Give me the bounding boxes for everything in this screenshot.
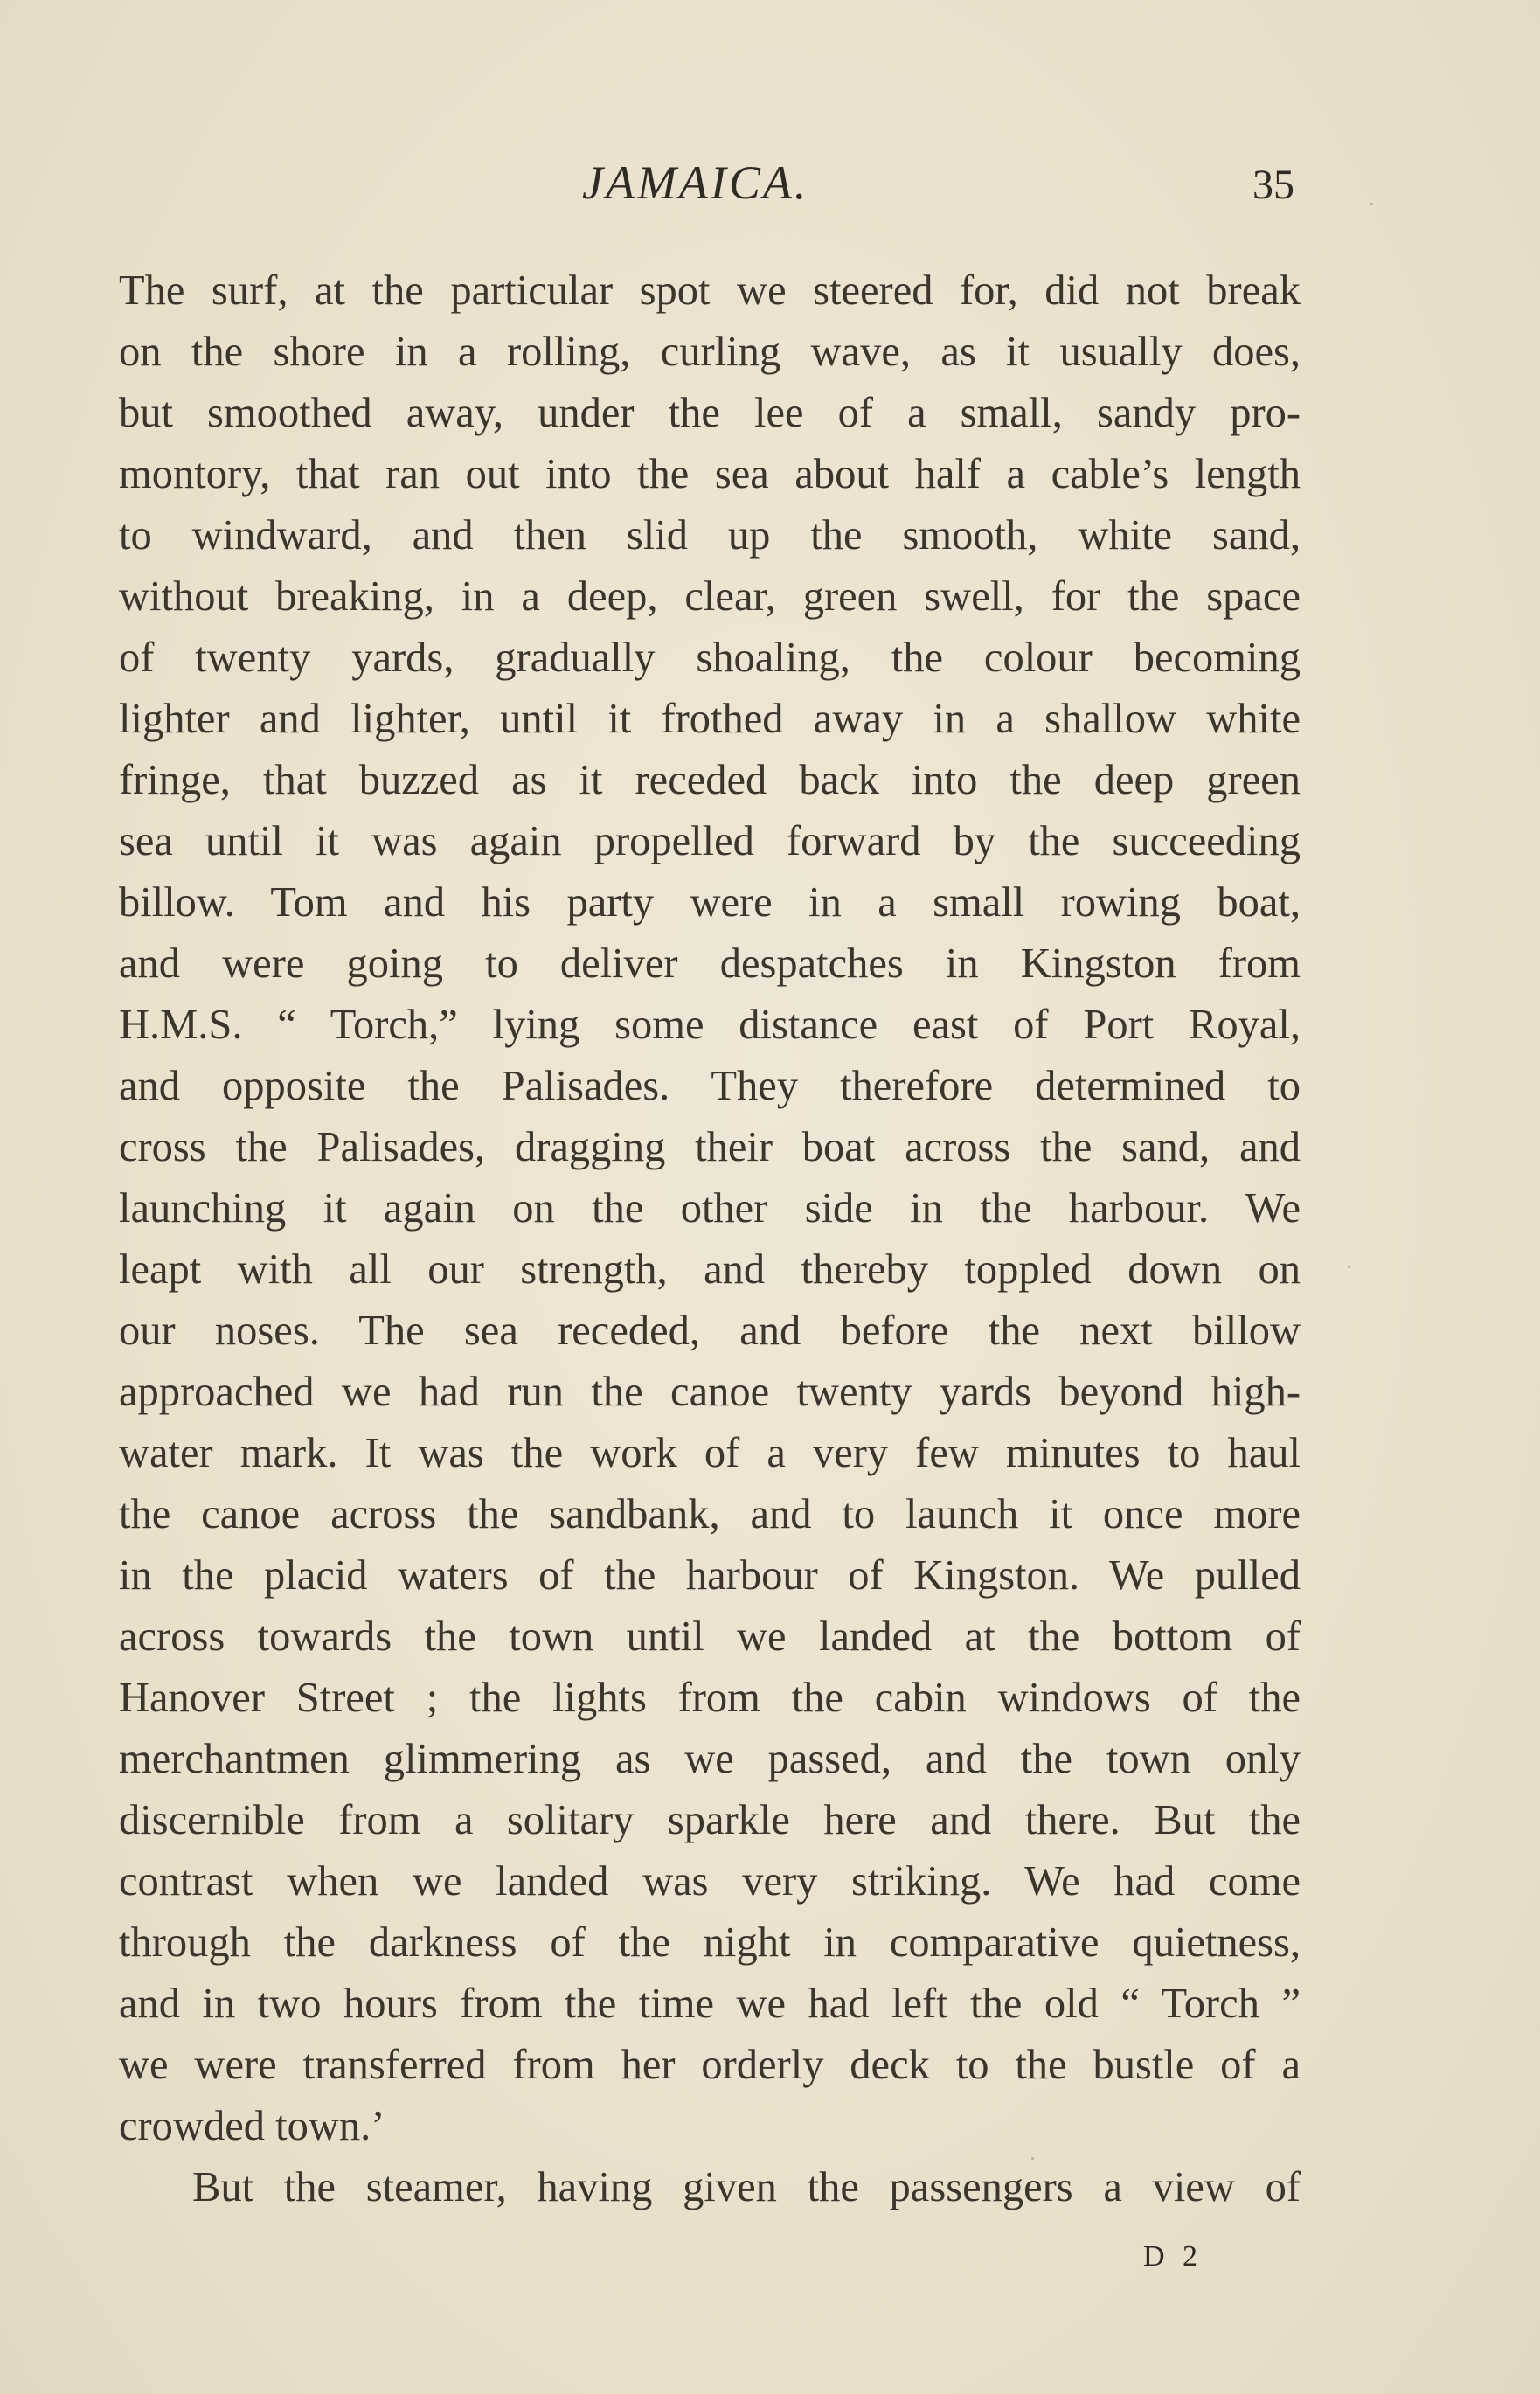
paper-speck [1370,203,1373,205]
text-line: across towards the town until we landed at the bottom of [119,1613,1301,1660]
text-line: on the shore in a rolling, curling wave, as it usually does, [119,329,1301,375]
signature-mark: D 2 [1143,2240,1204,2273]
text-line: merchantmen glimmering as we passed, and the town only [119,1736,1301,1782]
text-line: H.M.S. “ Torch,” lying some distance east of Port Royal, [119,1002,1301,1048]
text-line: lighter and lighter, until it frothed away in a shallow white [119,696,1301,742]
text-line: The surf, at the particular spot we steered for, did not break [119,267,1301,314]
text-line: approached we had run the canoe twenty yards beyond high- [119,1369,1301,1415]
paragraph-start-line: But the steamer, having given the passengers a view of [192,2164,1301,2210]
running-head-title: JAMAICA. [582,156,809,209]
paragraph-end-line: crowded town.’ [119,2103,385,2149]
text-line: and were going to deliver despatches in Kingston from [119,940,1301,987]
text-line: fringe, that buzzed as it receded back into the deep green [119,757,1301,803]
text-line: leapt with all our strength, and thereby toppled down on [119,1246,1301,1293]
text-line: cross the Palisades, dragging their boat across the sand, and [119,1124,1301,1170]
text-line: through the darkness of the night in comparative quietness, [119,1919,1301,1966]
text-line: without breaking, in a deep, clear, green swell, for the space [119,573,1301,620]
text-line: launching it again on the other side in the harbour. We [119,1185,1301,1232]
text-line: and opposite the Palisades. They therefore determined to [119,1063,1301,1109]
text-line: we were transferred from her orderly deck to the bustle of a [119,2042,1301,2088]
text-line: contrast when we landed was very striking. We had come [119,1858,1301,1905]
text-line: Hanover Street ; the lights from the cabin windows of the [119,1675,1301,1721]
text-line: sea until it was again propelled forward by the succeeding [119,818,1301,864]
text-line: discernible from a solitary sparkle here and there. But the [119,1797,1301,1843]
page-number: 35 [1252,162,1294,208]
paper-speck [1031,2157,1034,2160]
text-line: in the placid waters of the harbour of Kingston. We pulled [119,1552,1301,1599]
running-head [0,156,1540,226]
text-line: the canoe across the sandbank, and to launch it once more [119,1491,1301,1537]
text-line: water mark. It was the work of a very few minutes to haul [119,1430,1301,1476]
text-line: of twenty yards, gradually shoaling, the colour becoming [119,635,1301,681]
text-line: our noses. The sea receded, and before the next billow [119,1308,1301,1354]
text-line: and in two hours from the time we had left the old “ Torch ” [119,1981,1301,2027]
paper-speck [1348,1266,1350,1268]
text-line: montory, that ran out into the sea about half a cable’s length [119,451,1301,497]
body-text [119,260,1301,2218]
text-line: but smoothed away, under the lee of a small, sandy pro- [119,390,1301,436]
text-line: to windward, and then slid up the smooth, white sand, [119,512,1301,559]
text-line: billow. Tom and his party were in a small rowing boat, [119,879,1301,926]
